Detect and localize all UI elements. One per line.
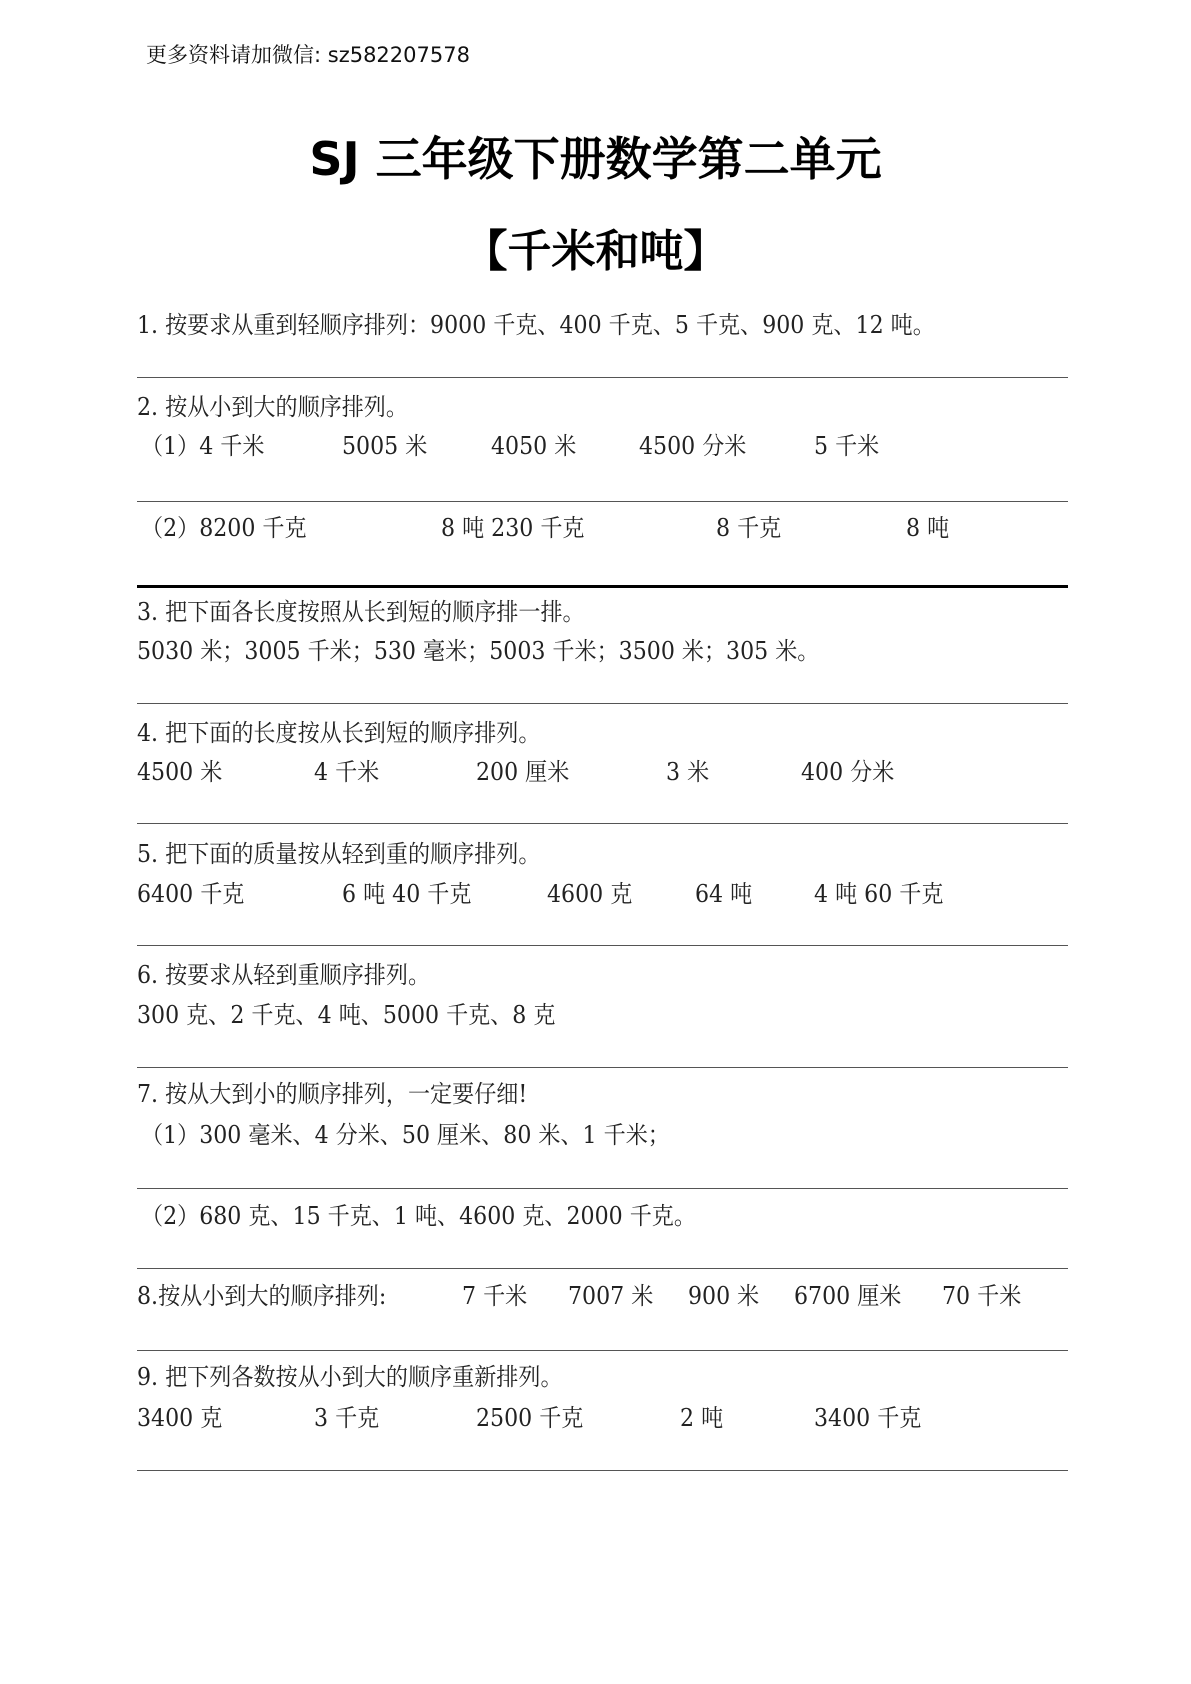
answer-line (137, 823, 1068, 824)
q5-item: 4600 克 (547, 880, 633, 908)
watermark-text: 更多资料请加微信: sz582207578 (146, 43, 470, 67)
q5-item: 4 吨 60 千克 (814, 880, 944, 908)
question-9: 9. 把下列各数按从小到大的顺序重新排列。 (137, 1363, 563, 1391)
answer-line (137, 1268, 1068, 1269)
q8-item: 6700 厘米 (794, 1282, 902, 1310)
question-5: 5. 把下面的质量按从轻到重的顺序排列。 (137, 840, 541, 868)
q6-values: 300 克、2 千克、4 吨、5000 千克、8 克 (137, 1001, 556, 1029)
answer-line (137, 1470, 1068, 1471)
q2-part2-item: 8 千克 (716, 514, 782, 542)
page-subtitle: 【千米和吨】 (463, 226, 728, 277)
answer-line (137, 703, 1068, 704)
q5-item: 64 吨 (695, 880, 753, 908)
answer-line (137, 1188, 1068, 1189)
q7-part2: （2）680 克、15 千克、1 吨、4600 克、2000 千克。 (141, 1202, 696, 1230)
q4-item: 4500 米 (137, 758, 223, 786)
q2-part1-item: 5005 米 (342, 432, 428, 460)
question-7: 7. 按从大到小的顺序排列，一定要仔细! (137, 1080, 528, 1108)
q2-part2-item: 8 吨 230 千克 (441, 514, 585, 542)
q9-item: 2 吨 (680, 1404, 724, 1432)
q2-part1-item: 4500 分米 (639, 432, 747, 460)
q2-part1-item: 5 千米 (814, 432, 880, 460)
answer-line (137, 945, 1068, 946)
page-title: SJ 三年级下册数学第二单元 (309, 132, 882, 186)
q9-item: 3400 克 (137, 1404, 223, 1432)
q9-item: 3 千克 (314, 1404, 380, 1432)
q9-item: 2500 千克 (476, 1404, 584, 1432)
q8-item: 70 千米 (942, 1282, 1022, 1310)
q4-item: 4 千米 (314, 758, 380, 786)
q4-item: 3 米 (666, 758, 710, 786)
q8-item: 7 千米 (462, 1282, 528, 1310)
q5-item: 6 吨 40 千克 (342, 880, 472, 908)
question-8: 8.按从小到大的顺序排列: (137, 1282, 387, 1310)
answer-line (137, 1067, 1068, 1068)
question-6: 6. 按要求从轻到重顺序排列。 (137, 961, 431, 989)
answer-line (137, 501, 1068, 502)
q7-part1: （1）300 毫米、4 分米、50 厘米、80 米、1 千米； (141, 1121, 670, 1149)
q4-item: 400 分米 (801, 758, 895, 786)
answer-line (137, 1350, 1068, 1351)
q8-item: 900 米 (688, 1282, 760, 1310)
q8-item: 7007 米 (568, 1282, 654, 1310)
q4-item: 200 厘米 (476, 758, 570, 786)
q2-part2-item: 8 吨 (906, 514, 950, 542)
q2-part1-item: 4050 米 (491, 432, 577, 460)
question-1: 1. 按要求从重到轻顺序排列：9000 千克、400 千克、5 千克、900 克、12 吨。 (137, 311, 935, 339)
answer-line (137, 377, 1068, 378)
answer-line-thick (137, 585, 1068, 588)
q5-item: 6400 千克 (137, 880, 245, 908)
question-4: 4. 把下面的长度按从长到短的顺序排列。 (137, 719, 541, 747)
q3-values: 5030 米；3005 千米；530 毫米；5003 千米；3500 米；305 米。 (137, 637, 820, 665)
q9-item: 3400 千克 (814, 1404, 922, 1432)
question-2: 2. 按从小到大的顺序排列。 (137, 393, 408, 421)
q2-part1-item: （1）4 千米 (141, 432, 265, 460)
question-3: 3. 把下面各长度按照从长到短的顺序排一排。 (137, 598, 585, 626)
q2-part2-item: （2）8200 千克 (141, 514, 307, 542)
